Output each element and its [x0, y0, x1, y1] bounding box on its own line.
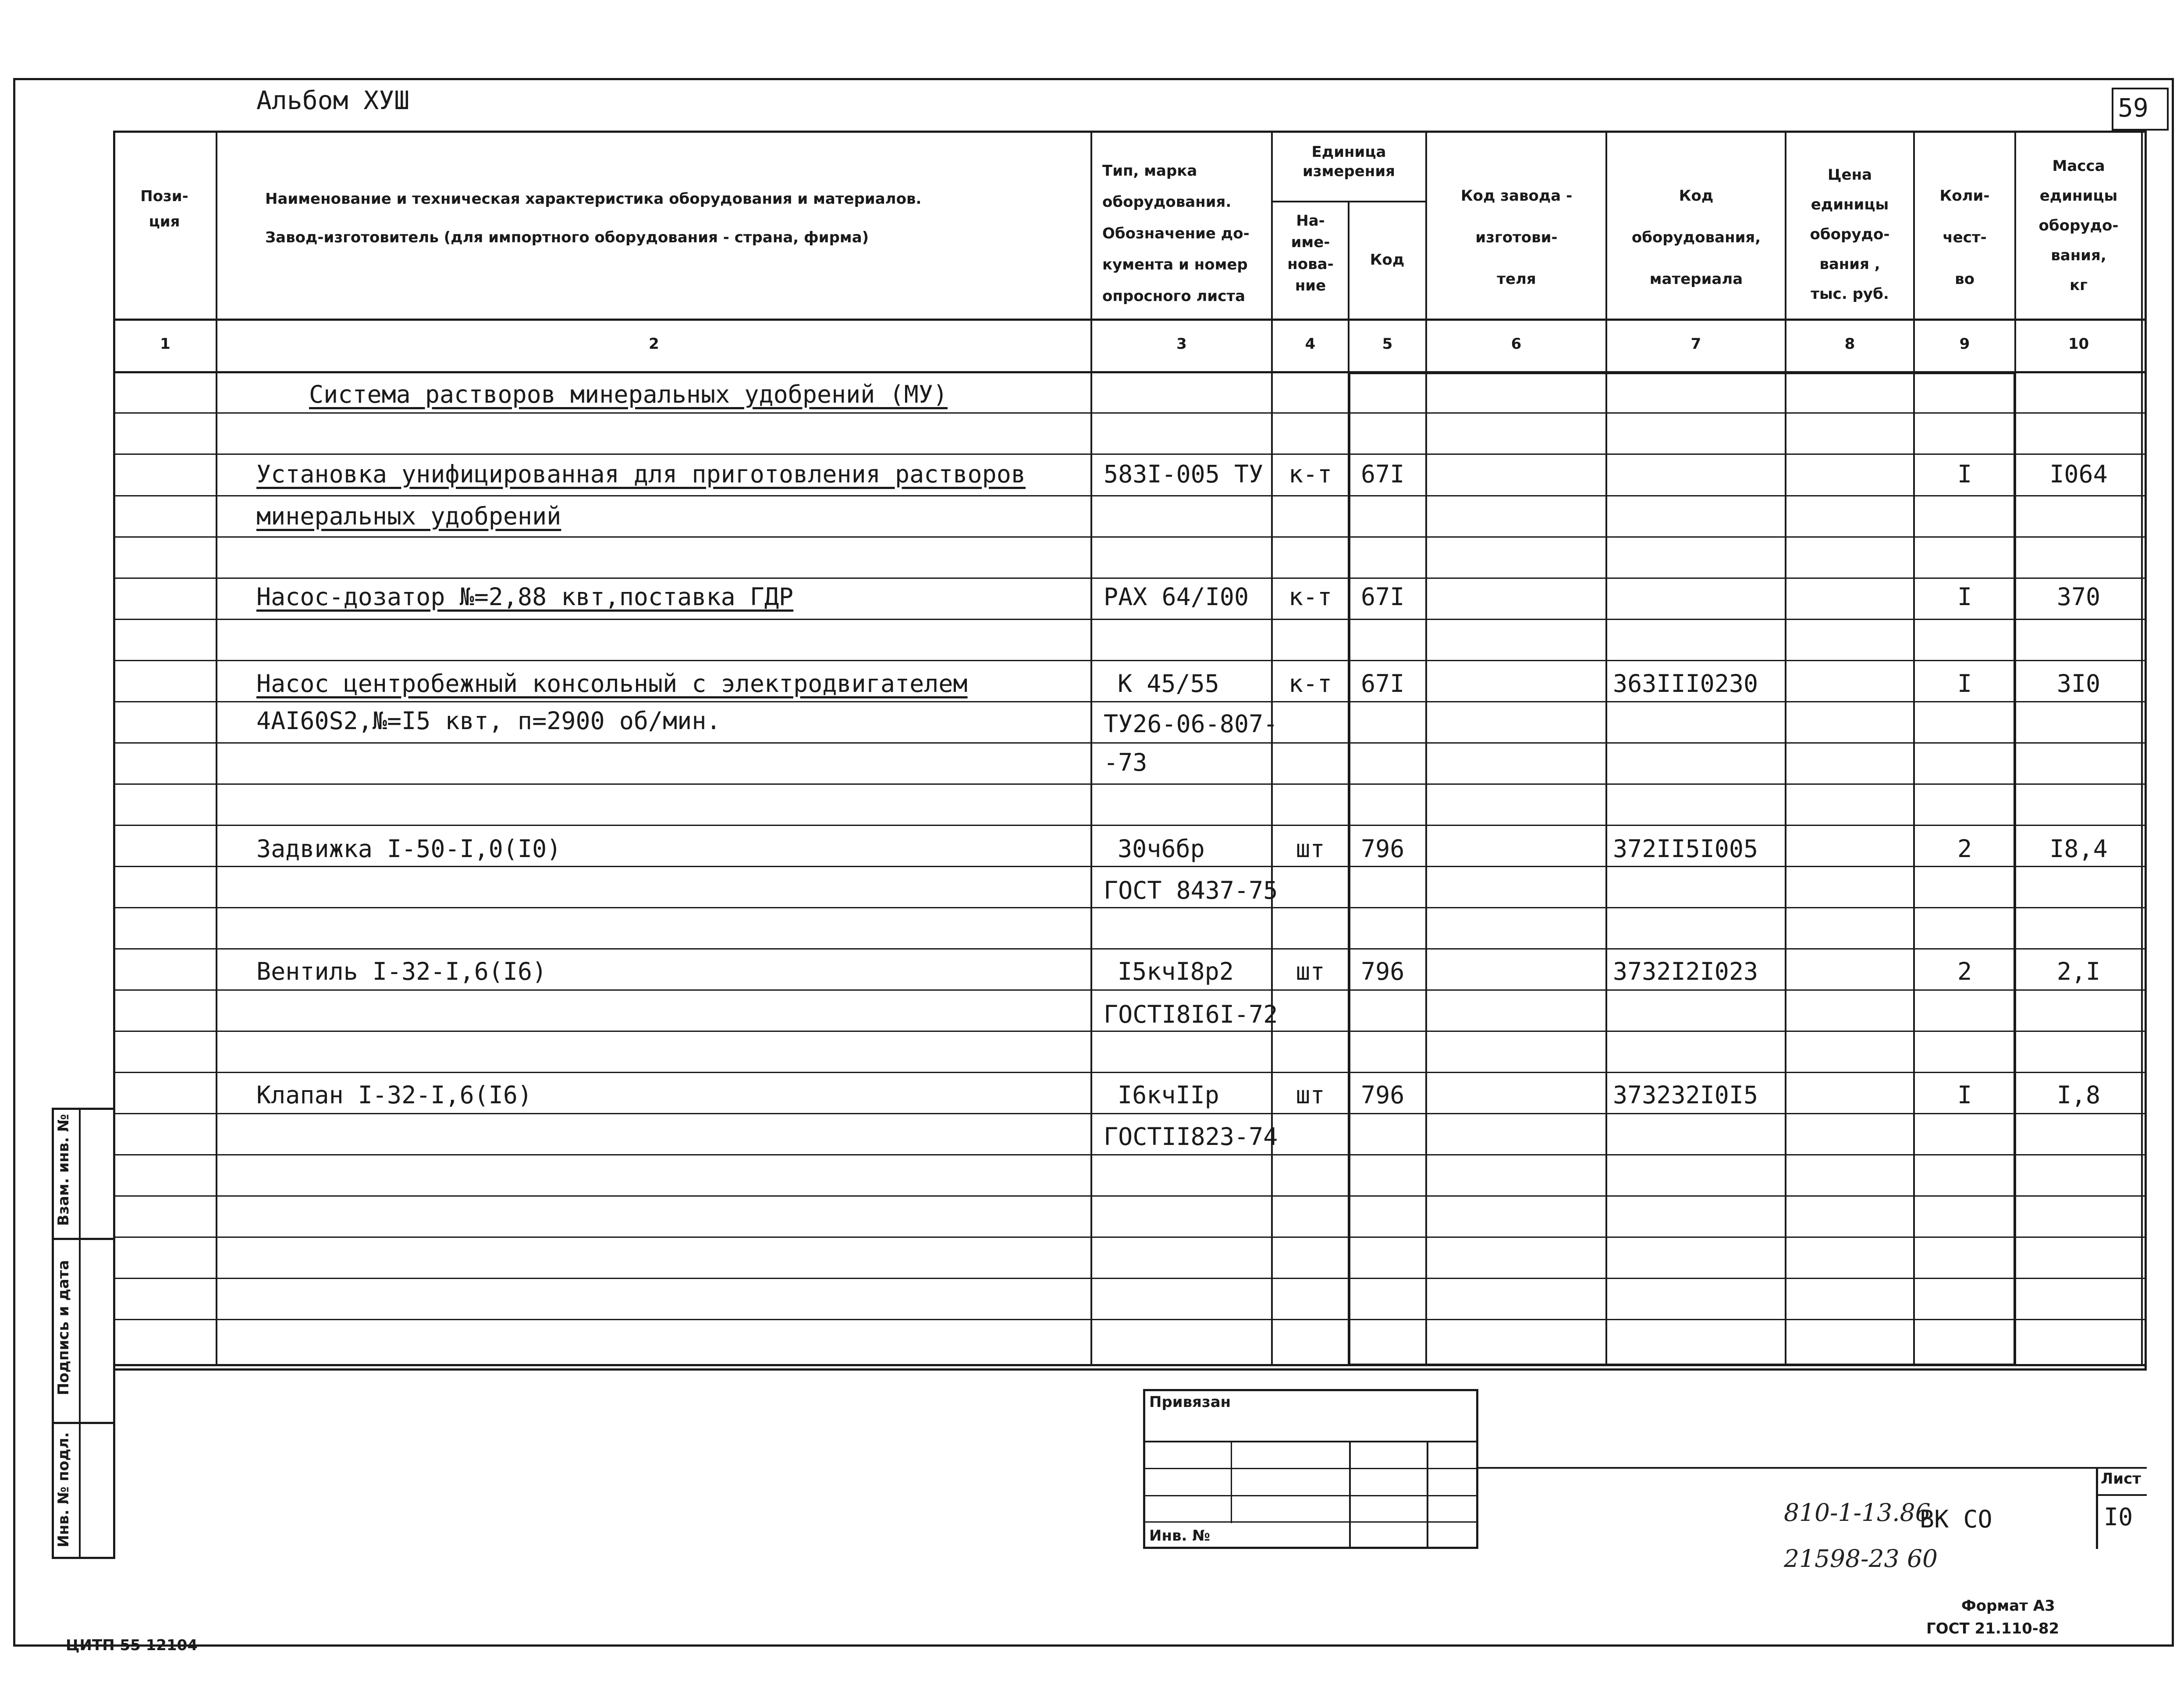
row3-name-cont: 4АI60S2,№=I5 квт, п=2900 об/мин. — [256, 707, 721, 735]
citp-label: ЦИТП 55 12104 — [66, 1637, 198, 1654]
col-number-6: 6 — [1511, 335, 1522, 353]
header-col7: Код оборудования, материала — [1631, 187, 1761, 288]
col-number-1: 1 — [160, 335, 170, 353]
row6-name: Клапан I-32-I,6(I6) — [256, 1081, 533, 1109]
col-number-2: 2 — [649, 335, 659, 353]
stamp-signature-date: Подпись и дата — [55, 1260, 72, 1396]
col-number-8: 8 — [1844, 335, 1855, 353]
row3-mass: 3I0 — [2056, 670, 2101, 698]
row2-qty: I — [1957, 583, 1972, 611]
row3-type-doc-cont: -73 — [1104, 748, 1147, 776]
row6-type-doc: ГОСТII823-74 — [1104, 1123, 1278, 1151]
header-col6: Код завода - изготови- теля — [1460, 187, 1573, 288]
row4-name: Задвижка I-50-I,0(I0) — [256, 835, 561, 863]
col-number-10: 10 — [2068, 335, 2089, 353]
handwritten-number: 21598-23 60 — [1784, 1545, 1938, 1573]
header-col5: Код — [1370, 251, 1405, 269]
row1-qty: I — [1957, 460, 1972, 488]
header-col9: Коли- чест- во — [1939, 187, 1990, 288]
row5-name: Вентиль I-32-I,6(I6) — [256, 957, 547, 985]
row3-name: Насос центробежный консольный с электродвигателем — [256, 670, 968, 698]
row5-mass: 2,I — [2056, 957, 2101, 985]
section-title: Система растворов минеральных удобрений (МУ) — [309, 380, 948, 408]
bound-label: Привязан — [1149, 1393, 1231, 1411]
header-col2: Наименование и техническая характеристика оборудования и материалов. Завод-изготовитель (для импортного оборудования - страна, фирма) — [265, 190, 922, 247]
album-title: Альбом ХУШ — [256, 85, 410, 115]
stamp-original-inv: Инв. № подл. — [55, 1432, 72, 1548]
header-unit-group: Единица измерения — [1303, 143, 1395, 181]
sheet-label: Лист — [2101, 1470, 2141, 1488]
inv-label: Инв. № — [1149, 1527, 1211, 1545]
row2-unit-code: 67I — [1361, 583, 1405, 611]
row1-type: 583I-005 ТУ — [1104, 460, 1264, 488]
row5-equipment-code: 3732I2I023 — [1613, 957, 1758, 985]
row6-qty: I — [1957, 1081, 1972, 1109]
row5-unit: шт — [1296, 957, 1325, 985]
col-number-9: 9 — [1959, 335, 1970, 353]
row5-qty: 2 — [1957, 957, 1972, 985]
row3-qty: I — [1957, 670, 1972, 698]
row4-type: 30ч6бр — [1118, 835, 1205, 863]
row4-mass: I8,4 — [2049, 835, 2108, 863]
row3-equipment-code: 363III0230 — [1613, 670, 1758, 698]
header-col8: Цена единицы оборудо- вания , тыс. руб. — [1810, 166, 1890, 303]
row3-unit-code: 67I — [1361, 670, 1405, 698]
row1-mass: I064 — [2049, 460, 2108, 488]
gost-label: ГОСТ 21.110-82 — [1926, 1620, 2060, 1637]
row2-type: РАХ 64/I00 — [1104, 583, 1249, 611]
row4-type-doc: ГОСТ 8437-75 — [1104, 876, 1278, 904]
row4-unit: шт — [1296, 835, 1325, 863]
header-col3: Тип, марка оборудования. Обозначение до- кумента и номер опросного листа — [1102, 162, 1250, 305]
row2-mass: 370 — [2056, 583, 2101, 611]
header-col10: Масса единицы оборудо- вания, кг — [2038, 157, 2119, 294]
header-col1: Пози- ция — [140, 188, 188, 230]
row6-mass: I,8 — [2056, 1081, 2101, 1109]
sheet-number: I0 — [2104, 1503, 2133, 1531]
row1-unit-code: 67I — [1361, 460, 1405, 488]
row3-type-doc: ТУ26-06-807- — [1104, 710, 1278, 738]
row4-qty: 2 — [1957, 835, 1972, 863]
stamp-replace-inv: Взам. инв. № — [55, 1114, 72, 1226]
bold-section-frame — [1348, 372, 2016, 1366]
col-number-7: 7 — [1690, 335, 1701, 353]
row3-unit: к-т — [1288, 670, 1332, 698]
format-label: Формат А3 — [1961, 1597, 2055, 1615]
row4-unit-code: 796 — [1361, 835, 1405, 863]
row1-unit: к-т — [1288, 460, 1332, 488]
doc-code-printed: ВК СО — [1920, 1505, 1992, 1533]
row6-equipment-code: 373232I0I5 — [1613, 1081, 1758, 1109]
row6-unit-code: 796 — [1361, 1081, 1405, 1109]
row6-type: I6кчIIр — [1118, 1081, 1219, 1109]
row2-name: Насос-дозатор №=2,88 квт,поставка ГДР — [256, 583, 794, 611]
row5-type-doc: ГОСТI8I6I-72 — [1104, 1000, 1278, 1028]
col-number-3: 3 — [1176, 335, 1187, 353]
row2-unit: к-т — [1288, 583, 1332, 611]
row5-type: I5кчI8р2 — [1118, 957, 1234, 985]
page-number: 59 — [2118, 93, 2148, 123]
row4-equipment-code: 372II5I005 — [1613, 835, 1758, 863]
row3-type: К 45/55 — [1118, 670, 1219, 698]
doc-code-handwritten: 810-1-13.86 — [1784, 1499, 1931, 1527]
row1-name-cont: минеральных удобрений — [256, 502, 561, 530]
row1-name: Установка унифицированная для приготовления растворов — [256, 460, 1026, 488]
header-col4: На- име- нова- ние — [1287, 212, 1334, 294]
col-number-4: 4 — [1305, 335, 1316, 353]
col-number-5: 5 — [1382, 335, 1393, 353]
row5-unit-code: 796 — [1361, 957, 1405, 985]
row6-unit: шт — [1296, 1081, 1325, 1109]
